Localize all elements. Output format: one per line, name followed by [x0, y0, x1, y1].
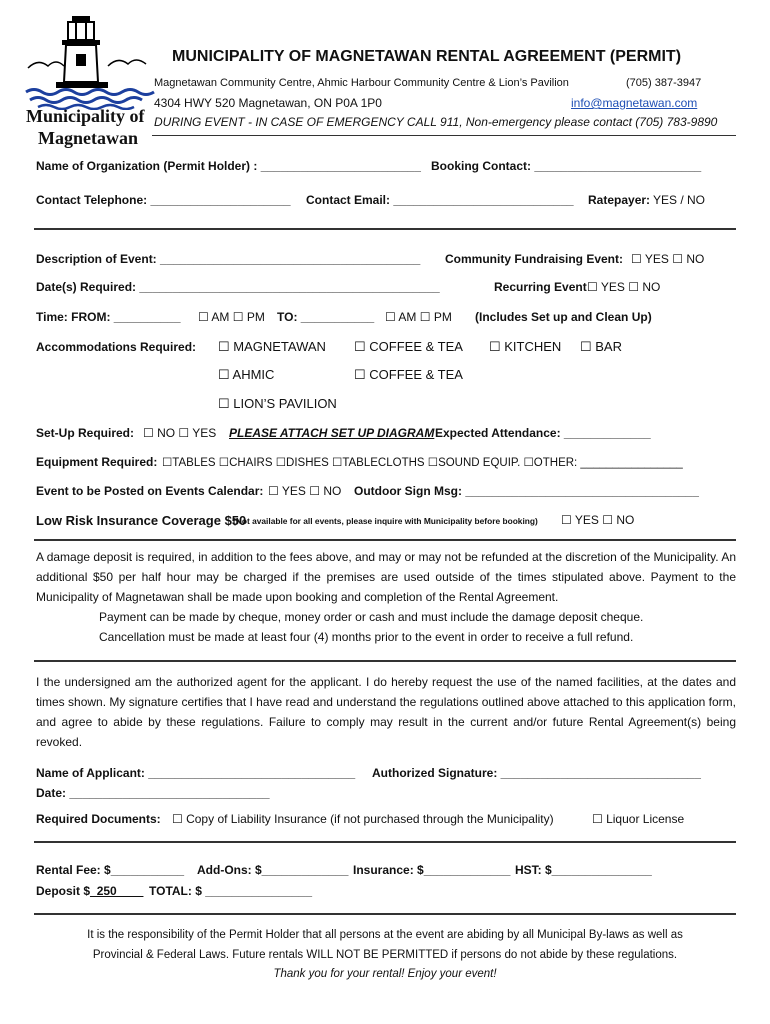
booking-contact-field[interactable]: Booking Contact: _________________________	[431, 159, 702, 173]
logo-text-line2: Magnetawan	[38, 128, 138, 148]
payment-text: Payment can be made by cheque, money order or cash and must include the damage deposit cheque.	[99, 610, 644, 624]
contact-email-field[interactable]: Contact Email: ___________________________	[306, 193, 574, 207]
attendance-field[interactable]: Expected Attendance: _____________	[435, 426, 651, 440]
setup-diagram-note: PLEASE ATTACH SET UP DIAGRAM	[229, 426, 435, 440]
ratepayer-label: Ratepayer:	[588, 193, 651, 207]
docs-liquor-option[interactable]: ☐ Liquor License	[592, 812, 685, 826]
accom-lions-pavilion[interactable]: ☐ LION’S PAVILION	[218, 396, 337, 411]
municipality-logo	[20, 10, 160, 150]
accom-coffee-tea-2[interactable]: ☐ COFFEE & TEA	[354, 367, 463, 382]
applicant-name-field[interactable]: Name of Applicant: _______________________________	[36, 766, 356, 780]
fundraising-options[interactable]: ☐ YES ☐ NO	[631, 252, 705, 266]
cancellation-text: Cancellation must be made at least four (4) months prior to the event in order to receive a full refund.	[99, 630, 634, 644]
insurance-options[interactable]: ☐ YES ☐ NO	[561, 513, 635, 527]
time-from-ampm[interactable]: ☐ AM ☐ PM	[198, 310, 265, 324]
accom-ahmic[interactable]: ☐ AHMIC	[218, 367, 275, 382]
lighthouse-icon	[20, 10, 160, 110]
equipment-options[interactable]: ☐TABLES ☐CHAIRS ☐DISHES ☐TABLECLOTHS ☐SOUND EQUIP. ☐OTHER: ________________	[162, 457, 683, 469]
dates-field[interactable]: Date(s) Required: _____________________________________________	[36, 280, 440, 294]
logo-text-line1: Municipality of	[26, 106, 145, 126]
ratepayer-options[interactable]: YES / NO	[653, 193, 706, 207]
venues-text: Magnetawan Community Centre, Ahmic Harbour Community Centre & Lion’s Pavilion	[154, 77, 569, 89]
posted-label: Event to be Posted on Events Calendar:	[36, 484, 264, 498]
accom-bar[interactable]: ☐ BAR	[580, 339, 622, 354]
footer-thanks: Thank you for your rental! Enjoy your event!	[273, 968, 497, 980]
phone-text: (705) 387-3947	[626, 77, 702, 89]
accom-coffee-tea-1[interactable]: ☐ COFFEE & TEA	[354, 339, 463, 354]
setup-options[interactable]: ☐ NO ☐ YES	[143, 426, 217, 440]
posted-options[interactable]: ☐ YES ☐ NO	[268, 484, 342, 498]
time-to-field[interactable]: TO: ___________	[277, 310, 375, 324]
address-text: 4304 HWY 520 Magnetawan, ON P0A 1P0	[154, 96, 382, 110]
header-underline	[152, 135, 736, 136]
telephone-field[interactable]: Contact Telephone: _____________________	[36, 193, 291, 207]
docs-insurance-option[interactable]: ☐ Copy of Liability Insurance (if not purchased through the Municipality)	[172, 812, 554, 826]
divider-5	[34, 913, 736, 915]
accom-magnetawan[interactable]: ☐ MAGNETAWAN	[218, 339, 326, 354]
divider-1	[34, 228, 736, 230]
footer-line-2: Provincial & Federal Laws. Future rentals WILL NOT BE PERMITTED if persons do not abide by these regulations.	[92, 949, 678, 961]
signature-field[interactable]: Authorized Signature: ______________________________	[372, 766, 701, 780]
time-note: (Includes Set up and Clean Up)	[475, 310, 652, 324]
recurring-options[interactable]: ☐ YES ☐ NO	[587, 280, 661, 294]
insurance-fee-field[interactable]: Insurance: $_____________	[353, 863, 511, 877]
required-docs-label: Required Documents:	[36, 812, 161, 826]
email-link[interactable]: info@magnetawan.com	[571, 96, 698, 110]
insurance-label: Low Risk Insurance Coverage $50	[36, 513, 247, 528]
deposit-paragraph: A damage deposit is required, in addition to the fees above, and may or may not be refunded at the discretion of the Municipality. An additional $50 per half hour may be charged if the premises are used outside of the times stipulated above. Payment to the Municipality of Magnetawan shall be made upon booking and completion of the Rental Agreement.	[36, 550, 736, 604]
deposit-text: Deposit $	[36, 884, 91, 898]
organization-field[interactable]: Name of Organization (Permit Holder) : ________________________	[36, 159, 421, 173]
total-field[interactable]: TOTAL: $ ________________	[149, 884, 313, 898]
equipment-label: Equipment Required:	[36, 455, 158, 469]
fundraising-label: Community Fundraising Event:	[445, 252, 624, 266]
divider-3	[34, 660, 736, 662]
footer-line-1: It is the responsibility of the Permit Holder that all persons at the event are abiding by all Municipal By-laws as well as	[87, 929, 683, 941]
time-to-ampm[interactable]: ☐ AM ☐ PM	[385, 310, 452, 324]
addons-field[interactable]: Add-Ons: $_____________	[197, 863, 349, 877]
divider-4	[34, 841, 736, 843]
time-from-field[interactable]: Time: FROM: __________	[36, 310, 181, 324]
description-field[interactable]: Description of Event: _______________________________________	[36, 252, 421, 266]
insurance-note: (Not available for all events, please inquire with Municipality before booking)	[233, 516, 538, 526]
document-title: MUNICIPALITY OF MAGNETAWAN RENTAL AGREEMENT (PERMIT)	[172, 48, 682, 65]
deposit-label	[36, 884, 143, 898]
date-field[interactable]: Date: ______________________________	[36, 786, 270, 800]
outdoor-sign-field[interactable]: Outdoor Sign Msg: ___________________________________	[354, 484, 699, 498]
divider-2	[34, 539, 736, 541]
emergency-text: DURING EVENT - IN CASE OF EMERGENCY CALL 911, Non-emergency please contact (705) 783-9890	[154, 115, 718, 129]
hst-field[interactable]: HST: $_______________	[515, 863, 652, 877]
setup-label: Set-Up Required:	[36, 426, 135, 440]
deposit-value: _250____	[90, 884, 144, 898]
rental-fee-field[interactable]: Rental Fee: $___________	[36, 863, 185, 877]
accom-kitchen[interactable]: ☐ KITCHEN	[489, 339, 562, 354]
recurring-label: Recurring Event	[494, 280, 587, 294]
accommodations-label: Accommodations Required:	[36, 340, 197, 354]
agreement-paragraph: I the undersigned am the authorized agent for the applicant. I do hereby request the use of the named facilities, at the dates and times shown. My signature certifies that I have read and understand the regulations outlined above attached to this application form, and agree to abide by these regulations. Failure to comply may result in the current and/or future Rental Agreement(s) being revoked.	[36, 675, 736, 749]
